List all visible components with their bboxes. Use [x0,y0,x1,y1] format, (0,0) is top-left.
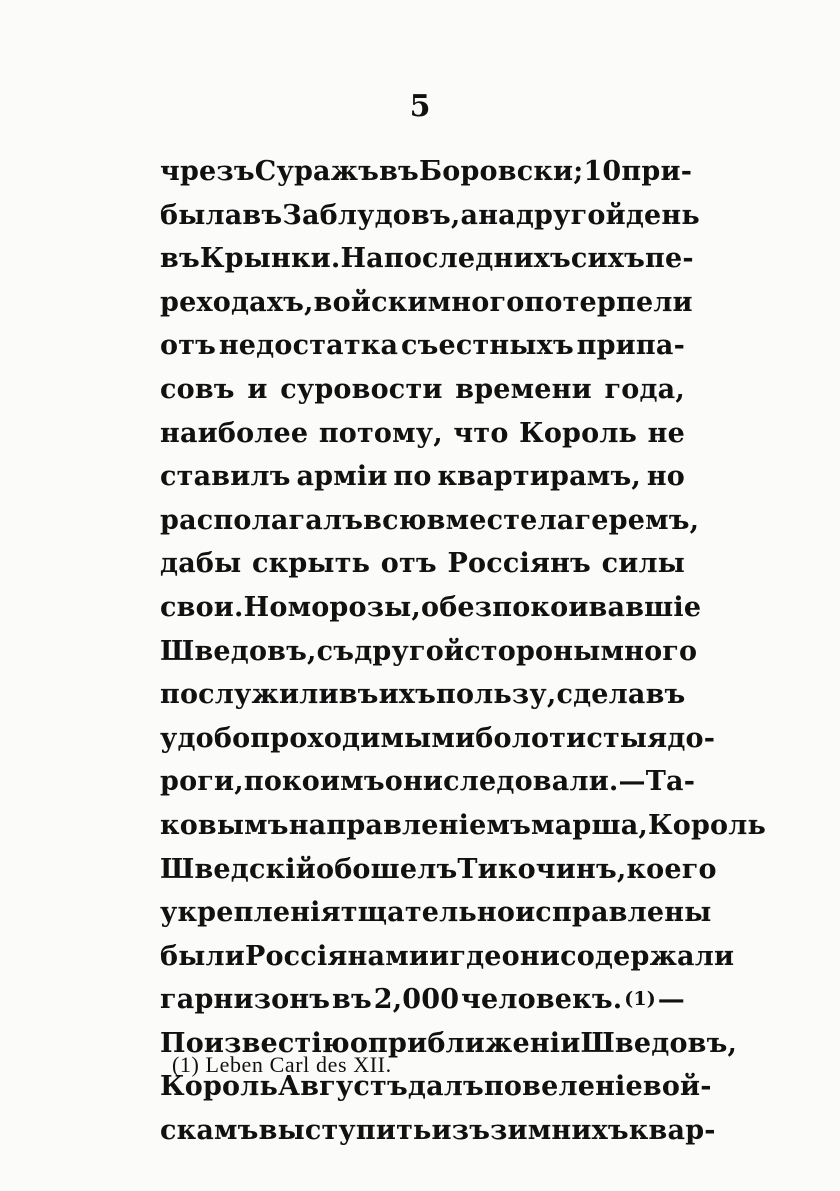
word: съ [316,635,355,667]
text-line [160,891,712,935]
word: и [429,940,450,972]
word: при- [621,156,693,187]
word: скрыть [252,548,371,580]
word: исправлены [515,897,712,929]
word: ихъ [378,679,436,711]
text-line [160,760,696,804]
word: Та- [645,766,696,798]
word: много [600,635,698,667]
word: потерпели [524,286,693,318]
word: повеленіе [483,1071,643,1103]
word: Крынки. [199,243,341,275]
word: наиболее [160,417,309,449]
word: въ [379,156,419,187]
word: Заблудовъ, [282,199,461,231]
word: пользу, [436,679,557,711]
word: располагалъ [160,504,364,536]
word: человекъ. [461,984,623,1016]
word: удобопроходимыми [160,722,476,754]
word: Король [160,1071,279,1103]
word: о [349,1027,369,1059]
word: марша, [531,809,648,841]
word: много [427,286,525,318]
word: Августъ [278,1071,408,1103]
word: гарнизонъ [160,984,331,1016]
word: лагеремъ, [537,504,700,536]
word: 2,000 [373,984,460,1016]
page-number: 5 [409,89,431,124]
word: что [453,417,509,449]
word: укрепленія [160,897,341,929]
text-line [160,586,702,630]
word: по [393,461,432,493]
body-text [160,150,767,1153]
word: где [449,940,502,972]
word: недостатка [218,330,399,362]
text-line [160,324,685,368]
word: болотистыя [475,722,668,754]
word: направленіемъ [288,809,532,841]
word: сделавъ [556,679,686,711]
word: квар- [628,1115,716,1147]
text-line [160,978,685,1022]
text-line [160,499,700,543]
text-line [160,281,693,325]
text-line [160,368,685,412]
text-line [160,194,700,238]
word: времени [455,373,592,405]
word: до- [667,722,716,754]
word: они [501,940,561,972]
word: были [160,940,245,972]
text-line [160,412,685,456]
word: съестныхъ [400,330,574,362]
word: въ [242,199,283,231]
word: Суражъ [254,156,380,187]
word: скамъ [160,1115,259,1147]
word: следовали. [443,766,619,798]
word: отъ [380,548,437,580]
word: отъ [160,330,217,362]
word: известію [203,1027,350,1059]
word: припа- [576,330,685,362]
word: морозы, [287,591,422,623]
word: но [646,461,685,493]
word: коимъ [282,766,385,798]
word: выступить [258,1115,432,1147]
word: была [160,199,243,231]
word: на [478,199,516,231]
word: Шведовъ, [160,635,317,667]
word: — [657,984,685,1016]
word: Шведовъ, [580,1027,738,1059]
word: Король [648,809,767,841]
footnote: (1) Leben Carl des XII. [172,1052,392,1077]
word: чрезъ [160,156,255,187]
word: вместе [426,504,538,536]
word: Россіянами [244,940,430,972]
word: потому, [318,417,443,449]
word: приближеніи [368,1027,581,1059]
word: Король [519,417,638,449]
text-line [160,630,698,674]
word: дабы [160,548,242,580]
word: день [625,199,700,231]
word: они [384,766,444,798]
word: арміи [296,461,388,493]
word: тщательно [340,897,516,929]
text-line [160,717,716,761]
word: свои. [160,591,244,623]
text-line [160,542,685,586]
word: суровости [280,373,443,405]
word: По [160,1027,204,1059]
word: вой- [642,1071,712,1103]
word: пе- [644,243,694,275]
word: и [247,373,268,405]
word: реходахъ, [160,286,314,318]
word: ставилъ [160,461,291,493]
word: содержали [560,940,735,972]
word: Тикочинъ, [457,853,627,885]
word: всю [363,504,427,536]
word: последнихъ [383,243,571,275]
word: стороны [464,635,601,667]
word: не [647,417,685,449]
word: совъ [160,373,235,405]
word: изъ [431,1115,491,1147]
text-line [160,455,685,499]
word: войски [313,286,428,318]
word: силы [601,548,685,580]
text-line [160,935,735,979]
word: по [243,766,283,798]
text-line [160,237,694,281]
word: въ [332,984,372,1016]
word: Россіянъ [447,548,591,580]
word: въ [338,679,379,711]
word: а [460,199,479,231]
word: обошелъ [316,853,458,885]
text-line [160,1109,716,1153]
text-line [160,673,685,717]
word: квартирамъ, [437,461,641,493]
word: 10 [583,156,622,187]
word: послужили [160,679,339,711]
text-line [160,848,717,892]
text-line [160,804,767,848]
word: зимнихъ [490,1115,629,1147]
word: роги, [160,766,244,798]
word: обезпокоивавшіе [421,591,702,623]
word: года, [604,373,685,405]
text-line [160,150,693,194]
word: Но [243,591,288,623]
word: коего [626,853,717,885]
word: Боровски; [418,156,584,187]
word: Шведскій [160,853,316,885]
word: другой [515,199,626,231]
word: въ [160,243,200,275]
word: другой [354,635,465,667]
word: На [340,243,384,275]
word: ковымъ [160,809,289,841]
word: далъ [407,1071,484,1103]
word: — [618,766,646,798]
footnote-marker: (1) [624,988,656,1011]
word: сихъ [570,243,645,275]
